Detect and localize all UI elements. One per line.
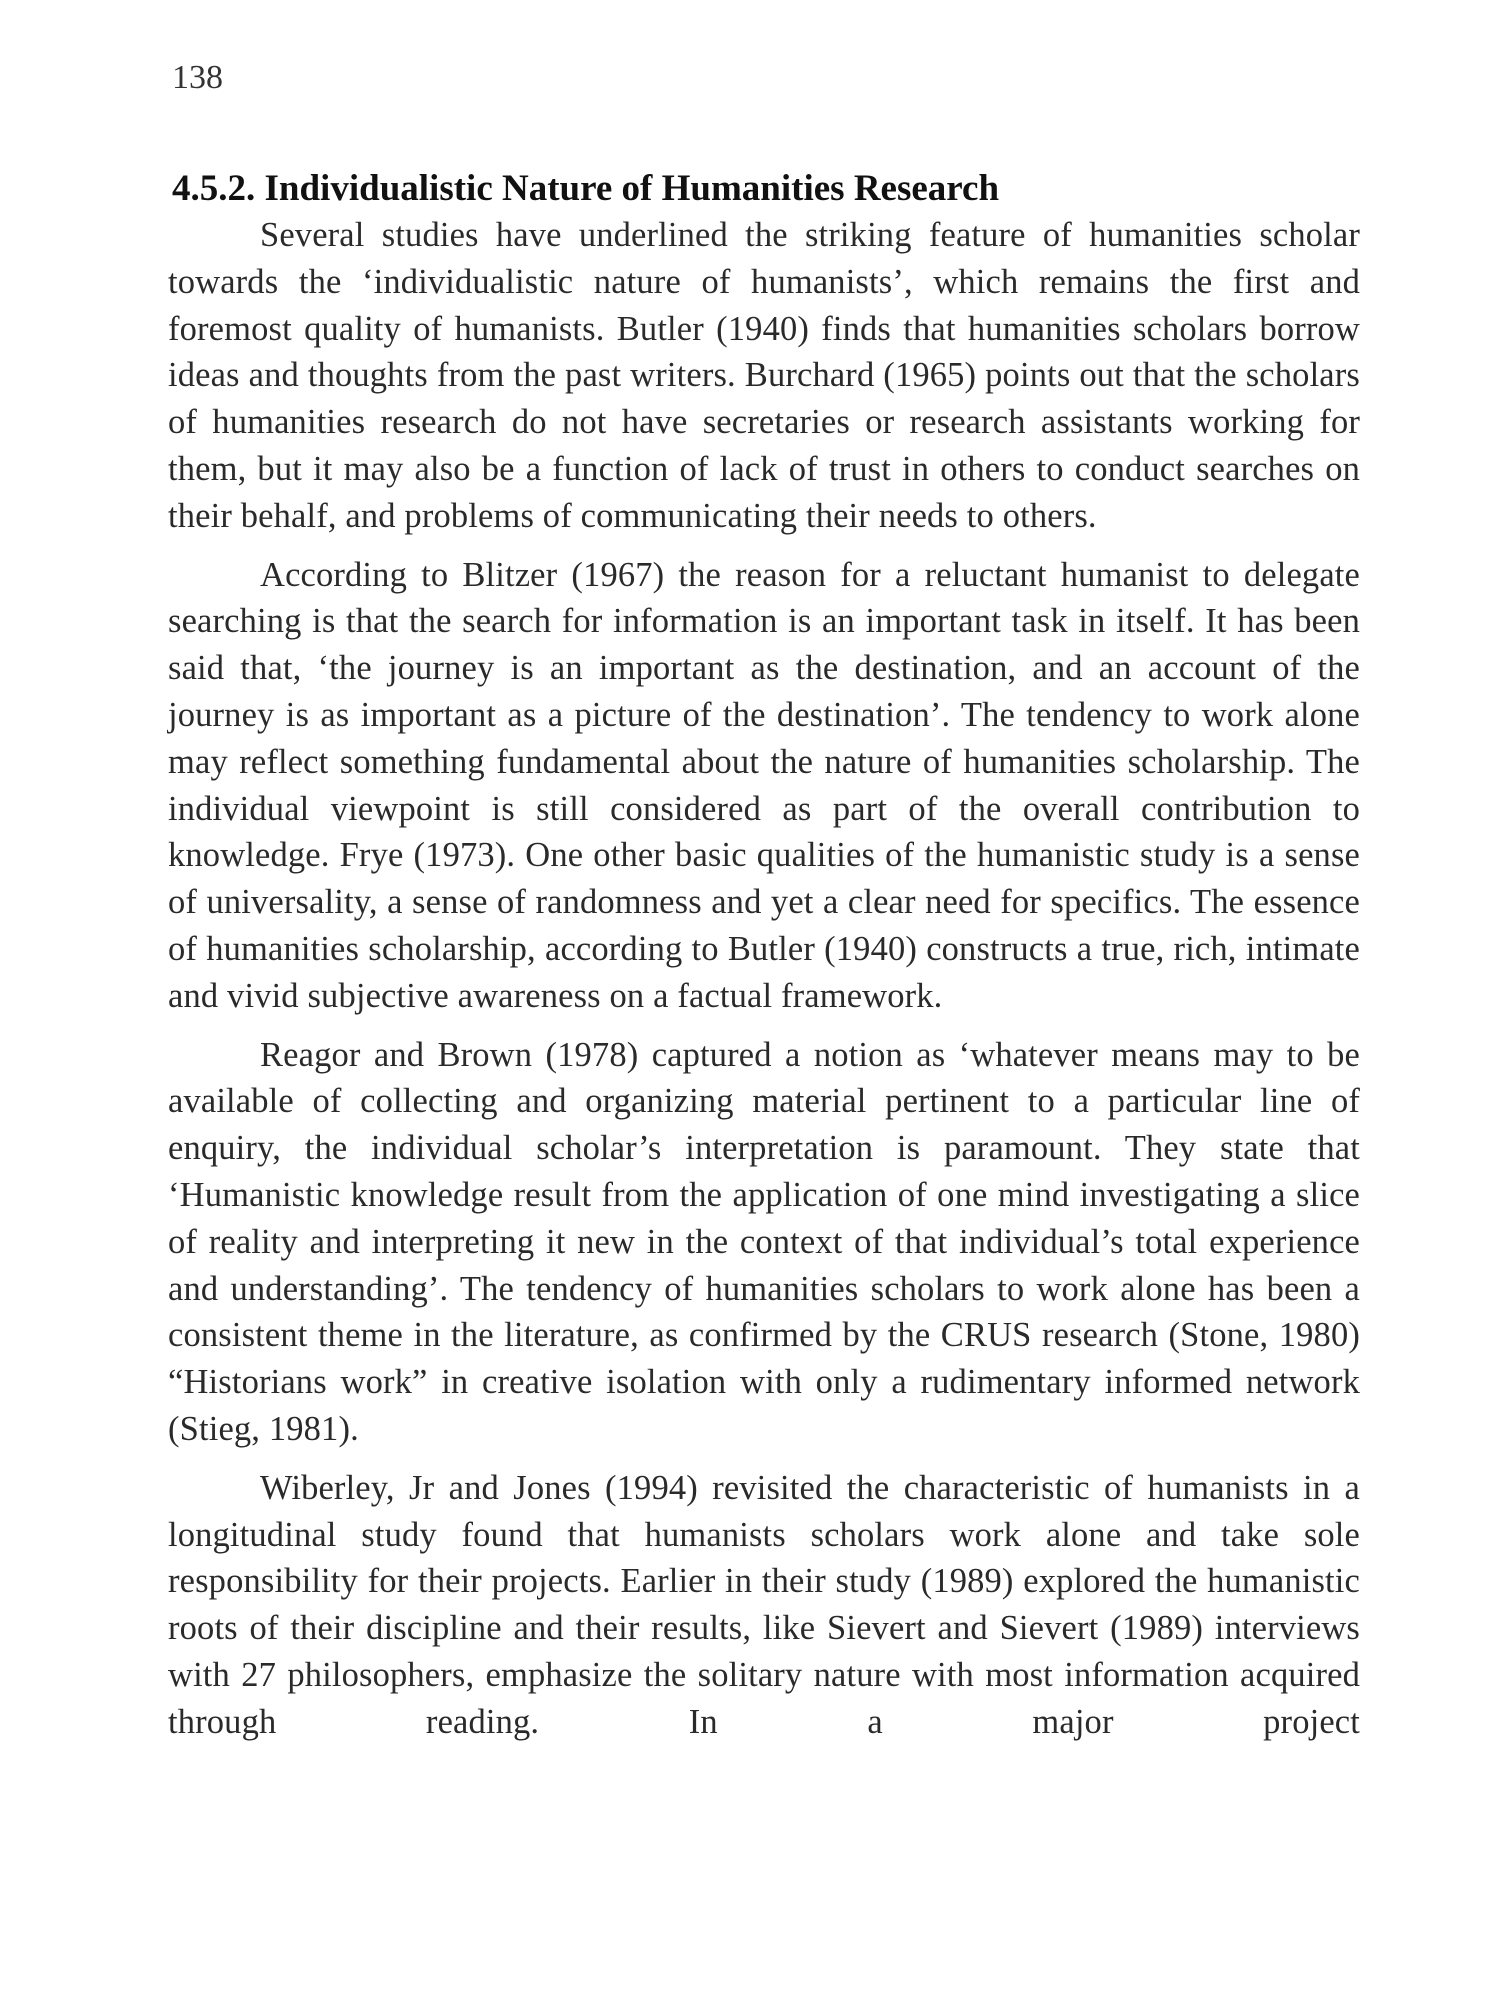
paragraph: Reagor and Brown (1978) captured a notion as ‘whatever means may to be available of collecting and organizing material pertinent to a particular line of enquiry, the individual scholar’s interpretation is paramount. They state that ‘Humanistic knowledge result from the application of one mind investigating a slice of reality and interpreting it new in the context of that individual’s total experience and understanding’. The tendency of humanities scholars to work alone has been a consistent theme in the literature, as confirmed by the CRUS research (Stone, 1980) “Historians work” in creative isolation with only a rudimentary informed network (Stieg, 1981). (168, 1035, 1360, 1448)
paragraph: Wiberley, Jr and Jones (1994) revisited the characteristic of humanists in a longitudinal study found that humanists scholars work alone and take sole responsibility for their projects. Earlier in their study (1989) explored the humanistic roots of their discipline and their results, like Sievert and Sievert (1989) interviews with 27 philosophers, emphasize the solitary nature with most information acquired through reading. In a major project (168, 1468, 1360, 1741)
section-heading: 4.5.2. Individualistic Nature of Humanities Research (172, 168, 1000, 209)
paragraph: Several studies have underlined the striking feature of humanities scholar towards the ‘individualistic nature of humanists’, which remains the first and foremost quality of humanists. Butler (1940) finds that humanities scholars borrow ideas and thoughts from the past writers. Burchard (1965) points out that the scholars of humanities research do not have secretaries or research assistants working for them, but it may also be a function of lack of trust in others to conduct searches on their behalf, and problems of communicating their needs to others. (168, 216, 1360, 535)
section-body (168, 166, 1360, 1746)
page-number: 138 (172, 59, 223, 96)
paragraph: According to Blitzer (1967) the reason for a reluctant humanist to delegate searching is that the search for information is an important task in itself. It has been said that, ‘the journey is an important as the destination, and an account of the journey is as important as a picture of the destination’. The tendency to work alone may reflect something fundamental about the nature of humanities scholarship. The individual viewpoint is still considered as part of the overall contribution to knowledge. Frye (1973). One other basic qualities of the humanistic study is a sense of universality, a sense of randomness and yet a clear need for specifics. The essence of humanities scholarship, according to Butler (1940) constructs a true, rich, intimate and vivid subjective awareness on a factual framework. (168, 555, 1360, 1015)
